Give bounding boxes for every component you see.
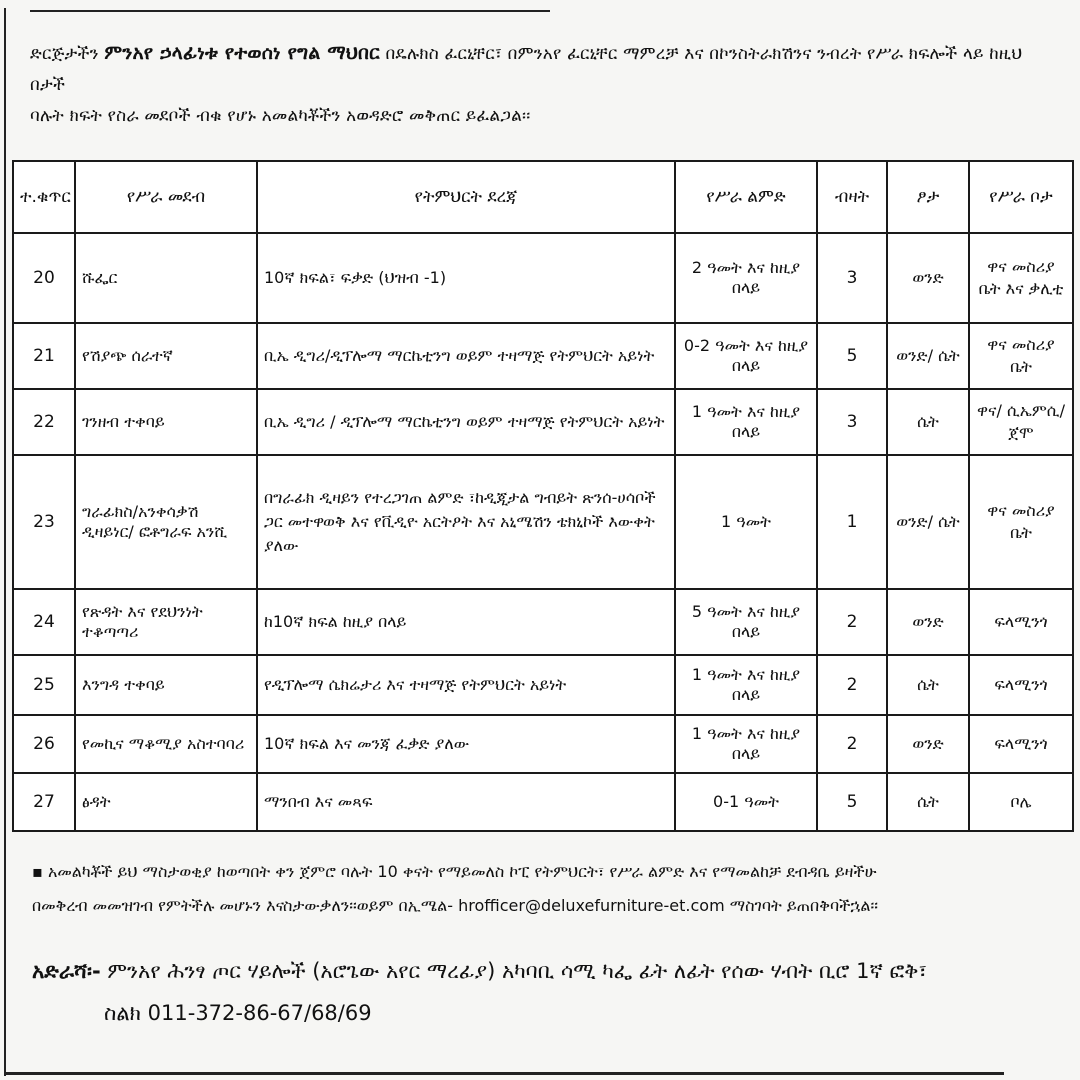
row-quantity: 5 bbox=[817, 773, 887, 831]
row-experience: 1 ዓመት እና ከዚያ በላይ bbox=[675, 655, 817, 715]
row-education: የዲፕሎማ ሴክሬታሪ እና ተዛማጅ የትምህርት አይነት bbox=[257, 655, 675, 715]
row-education: ማንበብ እና መጻፍ bbox=[257, 773, 675, 831]
row-location: ፍላሚንጎ bbox=[969, 655, 1073, 715]
table-row bbox=[13, 773, 1073, 831]
row-education: ቢኤ ዲግሪ / ዲፕሎማ ማርኬቲንግ ወይም ተዛማጅ የትምህርት አይነት bbox=[257, 389, 675, 455]
header-quantity: ብዛት bbox=[817, 161, 887, 233]
row-location: ቦሌ bbox=[969, 773, 1073, 831]
row-position: ግራፊክስ/አንቀሳቃሽ ዲዛይነር/ ፎቶግራፍ አንሺ bbox=[75, 455, 257, 589]
row-location: ፍላሚንጎ bbox=[969, 715, 1073, 773]
row-education: በግራፊክ ዲዛይን የተረጋገጠ ልምድ ፣ከዲጂታል ግብይት ጽንሰ-ሀሳቦች ጋር መተዋወቅ እና የቪዲዮ አርትዖት እና አኒሜሽን ቴክኒኮች እውቀት ያለው bbox=[257, 455, 675, 589]
row-experience: 1 ዓመት እና ከዚያ በላይ bbox=[675, 389, 817, 455]
note-bullet: ▪ bbox=[32, 862, 43, 881]
table-row bbox=[13, 323, 1073, 389]
application-note bbox=[32, 855, 1052, 923]
table-row bbox=[13, 455, 1073, 589]
header-number: ተ.ቁጥር bbox=[13, 161, 75, 233]
row-number: 22 bbox=[13, 389, 75, 455]
row-experience: 1 ዓመት bbox=[675, 455, 817, 589]
left-border bbox=[4, 8, 6, 1076]
table-row bbox=[13, 589, 1073, 655]
top-divider bbox=[30, 10, 550, 12]
row-quantity: 3 bbox=[817, 233, 887, 323]
row-experience: 5 ዓመት እና ከዚያ በላይ bbox=[675, 589, 817, 655]
row-location: ዋና መስሪያ ቤት bbox=[969, 323, 1073, 389]
row-experience: 1 ዓመት እና ከዚያ በላይ bbox=[675, 715, 817, 773]
row-location: ዋና/ ሲኤምሲ/ ጀሞ bbox=[969, 389, 1073, 455]
row-sex: ወንድ bbox=[887, 233, 969, 323]
row-sex: ሴት bbox=[887, 655, 969, 715]
row-sex: ወንድ bbox=[887, 715, 969, 773]
table-row bbox=[13, 233, 1073, 323]
row-position: ሹፌር bbox=[75, 233, 257, 323]
row-sex: ወንድ/ ሴት bbox=[887, 323, 969, 389]
address-block bbox=[32, 950, 1062, 1034]
row-position: የጽዳት እና የደህንነት ተቆጣጣሪ bbox=[75, 589, 257, 655]
row-position: ገንዘብ ተቀባይ bbox=[75, 389, 257, 455]
table-header-row bbox=[13, 161, 1073, 233]
row-location: ዋና መስሪያ ቤት bbox=[969, 455, 1073, 589]
note-line1: አመልካቾች ይህ ማስታወቂያ ከወጣበት ቀን ጀምሮ ባሉት 10 ቀናት የማይመለስ ኮፒ የትምህርት፣ የሥራ ልምድ እና የማመልከቻ ደብዳቤ ይዛችሁ bbox=[47, 862, 877, 881]
intro-paragraph bbox=[30, 38, 1060, 132]
row-experience: 0-2 ዓመት እና ከዚያ በላይ bbox=[675, 323, 817, 389]
row-quantity: 3 bbox=[817, 389, 887, 455]
row-education: 10ኛ ክፍል፣ ፍቃድ (ህዝብ -1) bbox=[257, 233, 675, 323]
address-text: ምንአየ ሕንፃ ጦር ሃይሎች (አሮጌው አየር ማረፊያ) አካባቢ ሳሚ ካፌ ፊት ለፊት የሰው ሃብት ቢሮ 1ኛ ፎቅ፣ bbox=[107, 959, 927, 983]
row-number: 27 bbox=[13, 773, 75, 831]
row-education: ከ10ኛ ክፍል ከዚያ በላይ bbox=[257, 589, 675, 655]
vacancy-table bbox=[12, 160, 1074, 832]
row-quantity: 1 bbox=[817, 455, 887, 589]
row-location: ፍላሚንጎ bbox=[969, 589, 1073, 655]
header-position: የሥራ መደብ bbox=[75, 161, 257, 233]
row-sex: ሴት bbox=[887, 389, 969, 455]
row-quantity: 5 bbox=[817, 323, 887, 389]
intro-prefix: ድርጅታችን bbox=[30, 44, 99, 64]
row-quantity: 2 bbox=[817, 589, 887, 655]
row-number: 25 bbox=[13, 655, 75, 715]
table-row bbox=[13, 389, 1073, 455]
row-quantity: 2 bbox=[817, 715, 887, 773]
row-number: 21 bbox=[13, 323, 75, 389]
row-quantity: 2 bbox=[817, 655, 887, 715]
row-sex: ወንድ/ ሴት bbox=[887, 455, 969, 589]
note-line2: በመቅረብ መመዝገብ የምትችሉ መሆኑን እናስታውቃለን፡፡ወይም በኢሜል- hrofficer@deluxefurniture-et.com ማስገባት ይጠበቅባችኋል፡፡ bbox=[32, 896, 879, 915]
row-sex: ወንድ bbox=[887, 589, 969, 655]
header-education: የትምህርት ደረጃ bbox=[257, 161, 675, 233]
header-location: የሥራ ቦታ bbox=[969, 161, 1073, 233]
row-number: 20 bbox=[13, 233, 75, 323]
address-label: አድራሻ፡- bbox=[32, 959, 101, 983]
row-location: ዋና መስሪያ ቤት እና ቃሊቲ bbox=[969, 233, 1073, 323]
table-row bbox=[13, 655, 1073, 715]
org-name: ምንአየ ኃላፊነቱ የተወሰነ የግል ማህበር bbox=[104, 42, 380, 64]
row-position: ፅዳት bbox=[75, 773, 257, 831]
row-number: 26 bbox=[13, 715, 75, 773]
header-sex: ፆታ bbox=[887, 161, 969, 233]
row-sex: ሴት bbox=[887, 773, 969, 831]
bottom-divider bbox=[4, 1072, 1004, 1075]
row-experience: 2 ዓመት እና ከዚያ በላይ bbox=[675, 233, 817, 323]
intro-line2: ባሉት ክፍት የስራ መደቦች ብቁ የሆኑ አመልካቾችን አወዳድሮ መቅጠር ይፈልጋል፡፡ bbox=[30, 106, 531, 126]
table-row bbox=[13, 715, 1073, 773]
row-education: ቢኤ ዲግሪ/ዲፕሎማ ማርኬቲንግ ወይም ተዛማጅ የትምህርት አይነት bbox=[257, 323, 675, 389]
header-experience: የሥራ ልምድ bbox=[675, 161, 817, 233]
row-position: የሽያጭ ሰራተኛ bbox=[75, 323, 257, 389]
row-number: 23 bbox=[13, 455, 75, 589]
row-number: 24 bbox=[13, 589, 75, 655]
row-education: 10ኛ ክፍል እና መንጃ ፈቃድ ያለው bbox=[257, 715, 675, 773]
row-position: የመኪና ማቆሚያ አስተባባሪ bbox=[75, 715, 257, 773]
row-experience: 0-1 ዓመት bbox=[675, 773, 817, 831]
intro-line1-rest: በዴሉክስ ፈርኒቸር፣ በምንአየ ፈርኒቸር ማምረቻ እና በኮንስትራክሽንና ንብረት የሥራ ክፍሎች ላይ ከዚህ በታች bbox=[30, 44, 1023, 95]
phone-number: ስልክ 011-372-86-67/68/69 bbox=[104, 1001, 372, 1025]
row-position: እንግዳ ተቀባይ bbox=[75, 655, 257, 715]
